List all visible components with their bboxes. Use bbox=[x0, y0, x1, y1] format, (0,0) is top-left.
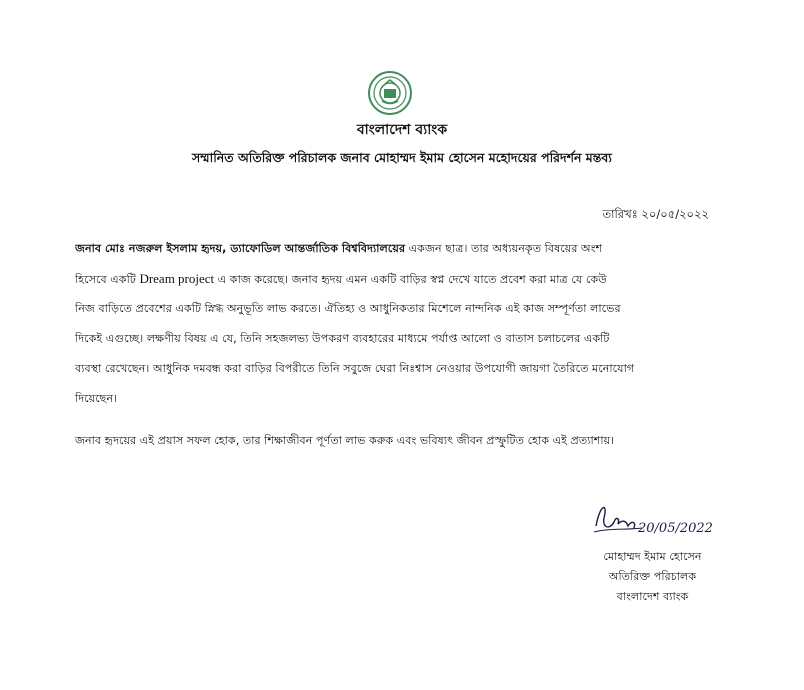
paragraph-line bbox=[75, 264, 707, 294]
signatory-block bbox=[560, 547, 745, 607]
document-date: তারিখঃ ২০/০৫/২০২২ bbox=[602, 207, 709, 221]
handwritten-signature bbox=[590, 494, 730, 546]
signature-date: 20/05/2022 bbox=[638, 521, 713, 536]
signatory-organization: বাংলাদেশ ব্যাংক bbox=[616, 590, 689, 603]
bank-name-heading: বাংলাদেশ ব্যাংক bbox=[356, 122, 448, 138]
wish-paragraph: জনাব হৃদয়ের এই প্রয়াস সফল হোক, তার শিক্ষাজীবন পূর্ণতা লাভ করুক এবং ভবিষ্যৎ জীবন প্রস্ফুটিত হোক এই প্রত্যাশায়। bbox=[75, 434, 615, 447]
bangladesh-bank-emblem-icon bbox=[367, 70, 413, 116]
document-subject: সম্মানিত অতিরিক্ত পরিচালক জনাব মোহাম্মদ ইমাম হোসেন মহোদয়ের পরিদর্শন মন্তব্য bbox=[192, 150, 612, 165]
line-text: হিসেবে একটি bbox=[75, 273, 140, 286]
student-name-bold: জনাব মোঃ নজরুল ইসলাম হৃদয়, ড্যাফোডিল আন্তর্জাতিক বিশ্ববিদ্যালয়ের bbox=[75, 242, 406, 255]
paragraph-line bbox=[75, 234, 707, 264]
paragraph-line: নিজ বাড়িতে প্রবেশের একটি স্নিগ্ধ অনুভূতি লাভ করতে। ঐতিহ্য ও আধুনিকতার মিশেলে নান্দনিক এই কাজ সম্পূর্ণতা লাভের bbox=[75, 302, 621, 315]
signatory-name: মোহাম্মদ ইমাম হোসেন bbox=[603, 550, 702, 563]
remarks-paragraph bbox=[75, 234, 707, 414]
line-text: এ কাজ করেছে। জনাব হৃদয় এমন একটি বাড়ির স্বপ্ন দেখে যাতে প্রবেশ করা মাত্র যে কেউ bbox=[214, 273, 607, 286]
line-text: একজন ছাত্র। তার অধ্যয়নকৃত বিষয়ের অংশ bbox=[405, 242, 603, 255]
paragraph-line: দিয়েছেন। bbox=[75, 392, 118, 405]
english-phrase: Dream project bbox=[139, 271, 215, 286]
signatory-designation: অতিরিক্ত পরিচালক bbox=[608, 570, 697, 583]
paragraph-line: ব্যবস্থা রেখেছেন। আধুনিক দমবন্ধ করা বাড়ির বিপরীতে তিনি সবুজে ঘেরা নিঃশ্বাস নেওয়ার উপযোগী জায়গা তৈরিতে মনোযোগ bbox=[75, 362, 635, 375]
paragraph-line: দিকেই এগুচ্ছে। লক্ষণীয় বিষয় এ যে, তিনি সহজলভ্য উপকরণ ব্যবহারের মাধ্যমে পর্যাপ্ত আলো ও বাতাস চলাচলের একটি bbox=[75, 332, 610, 345]
